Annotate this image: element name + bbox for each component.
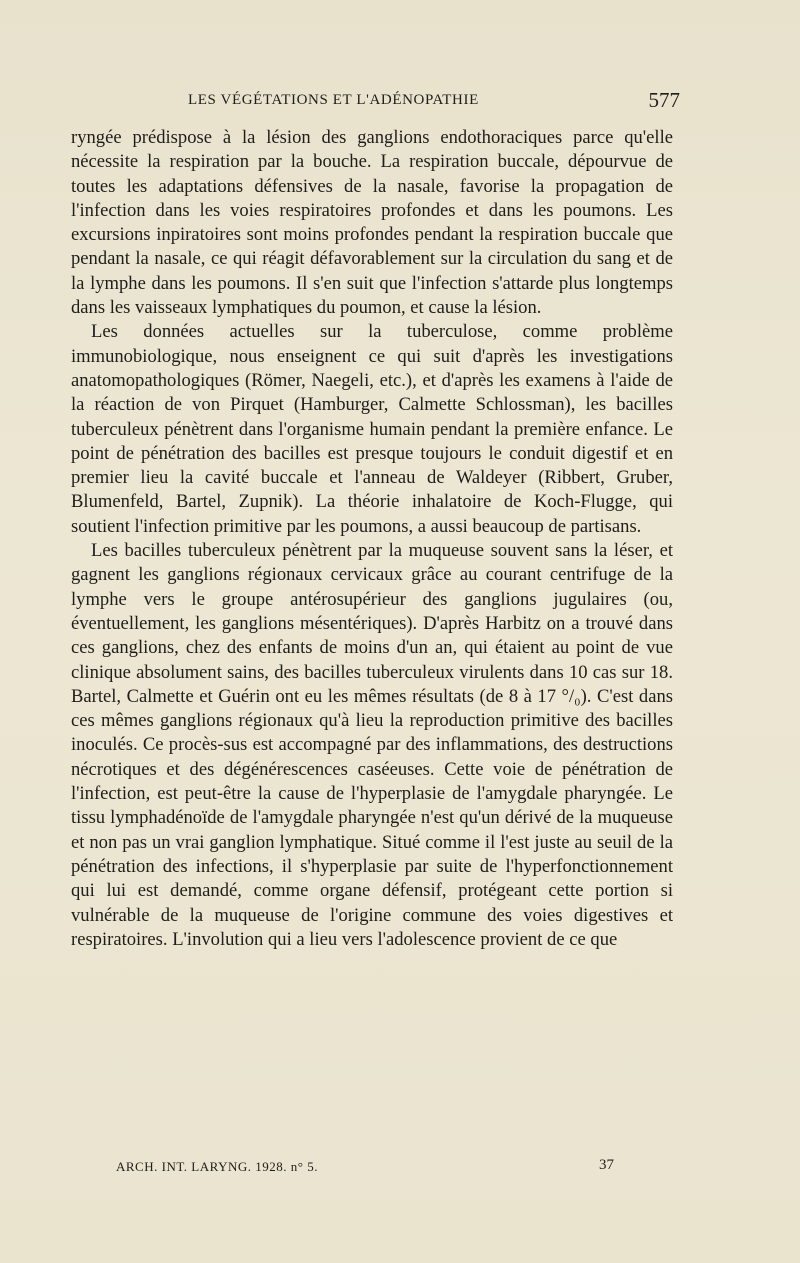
running-head	[188, 88, 680, 118]
paragraph-1: ryngée prédispose à la lésion des ganglions endothoraciques parce qu'elle nécessite la respiration par la bouche. La respiration buccale, dépourvue de toutes les adaptations défensives de la nasale, favorise la propagation de l'infection dans les voies respiratoires profondes et dans les poumons. Les excursions inpiratoires sont moins profondes pendant la respiration buccale que pendant la nasale, ce qui réagit défavorablement sur la circulation du sang et de la lymphe dans les poumons. Il s'en suit que l'infection s'attarde plus longtemps dans les vaisseaux lymphatiques du poumon, et cause la lésion.	[71, 127, 673, 319]
sheet-number: 37	[599, 1157, 614, 1173]
paragraph-3: Les bacilles tuberculeux pénètrent par la muqueuse souvent sans la léser, et gagnent les ganglions régionaux cervicaux grâce au courant centrifuge de la lymphe vers le groupe antérosupérieur des ganglions jugulaires (ou, éventuellement, les ganglions mésentériques). D'après Harbitz on a trouvé dans ces ganglions, chez des enfants de moins d'un an, qui étaient au point de vue clinique absolument sains, des bacilles tuberculeux virulents dans 10 cas sur 18. Bartel, Calmette et Guérin ont eu les mêmes résultats (de 8 à 17 °/₀). C'est dans ces mêmes ganglions régionaux qu'à lieu la reproduction primitive des bacilles inoculés. Ce procès-sus est accompagné par des inflammations, des destructions nécrotiques et des dégénérescences caséeuses. Cette voie de pénétration de l'infection, est peut-être la cause de l'hyperplasie de l'amygdale pharyngée. Le tissu lymphadénoïde de l'amygdale pharyngée n'est qu'un dérivé de la muqueuse et non pas un vrai ganglion lymphatique. Situé comme il l'est juste au seuil de la pénétration des infections, il s'hyperplasie par suite de l'hyperfonctionnement qui lui est demandé, comme organe défensif, protégeant cette portion si vulnérable de la muqueuse de l'origine commune des voies digestives et respiratoires. L'involution qui a lieu vers l'adolescence provient de ce que	[71, 540, 673, 950]
running-title: LES VÉGÉTATIONS ET L'ADÉNOPATHIE	[188, 92, 479, 108]
body-text	[71, 126, 673, 952]
page-number: 577	[648, 88, 680, 112]
paragraph-2: Les données actuelles sur la tuberculose, comme problème immunobiologique, nous enseignent ce qui suit d'après les investigations anatomopathologiques (Römer, Naegeli, etc.), et d'après les examens à l'aide de la réaction de von Pirquet (Hamburger, Calmette Schlossman), les bacilles tuberculeux pénètrent dans l'organisme humain pendant la première enfance. Le point de pénétration des bacilles est presque toujours le conduit digestif et en premier lieu la cavité buccale et l'anneau de Waldeyer (Ribbert, Gruber, Blumenfeld, Bartel, Zupnik). La théorie inhalatoire de Koch-Flugge, qui soutient l'infection primitive par les poumons, a aussi beaucoup de partisans.	[71, 321, 673, 537]
journal-reference: ARCH. INT. LARYNG. 1928. n° 5.	[116, 1159, 318, 1174]
page-footer	[116, 1159, 614, 1181]
